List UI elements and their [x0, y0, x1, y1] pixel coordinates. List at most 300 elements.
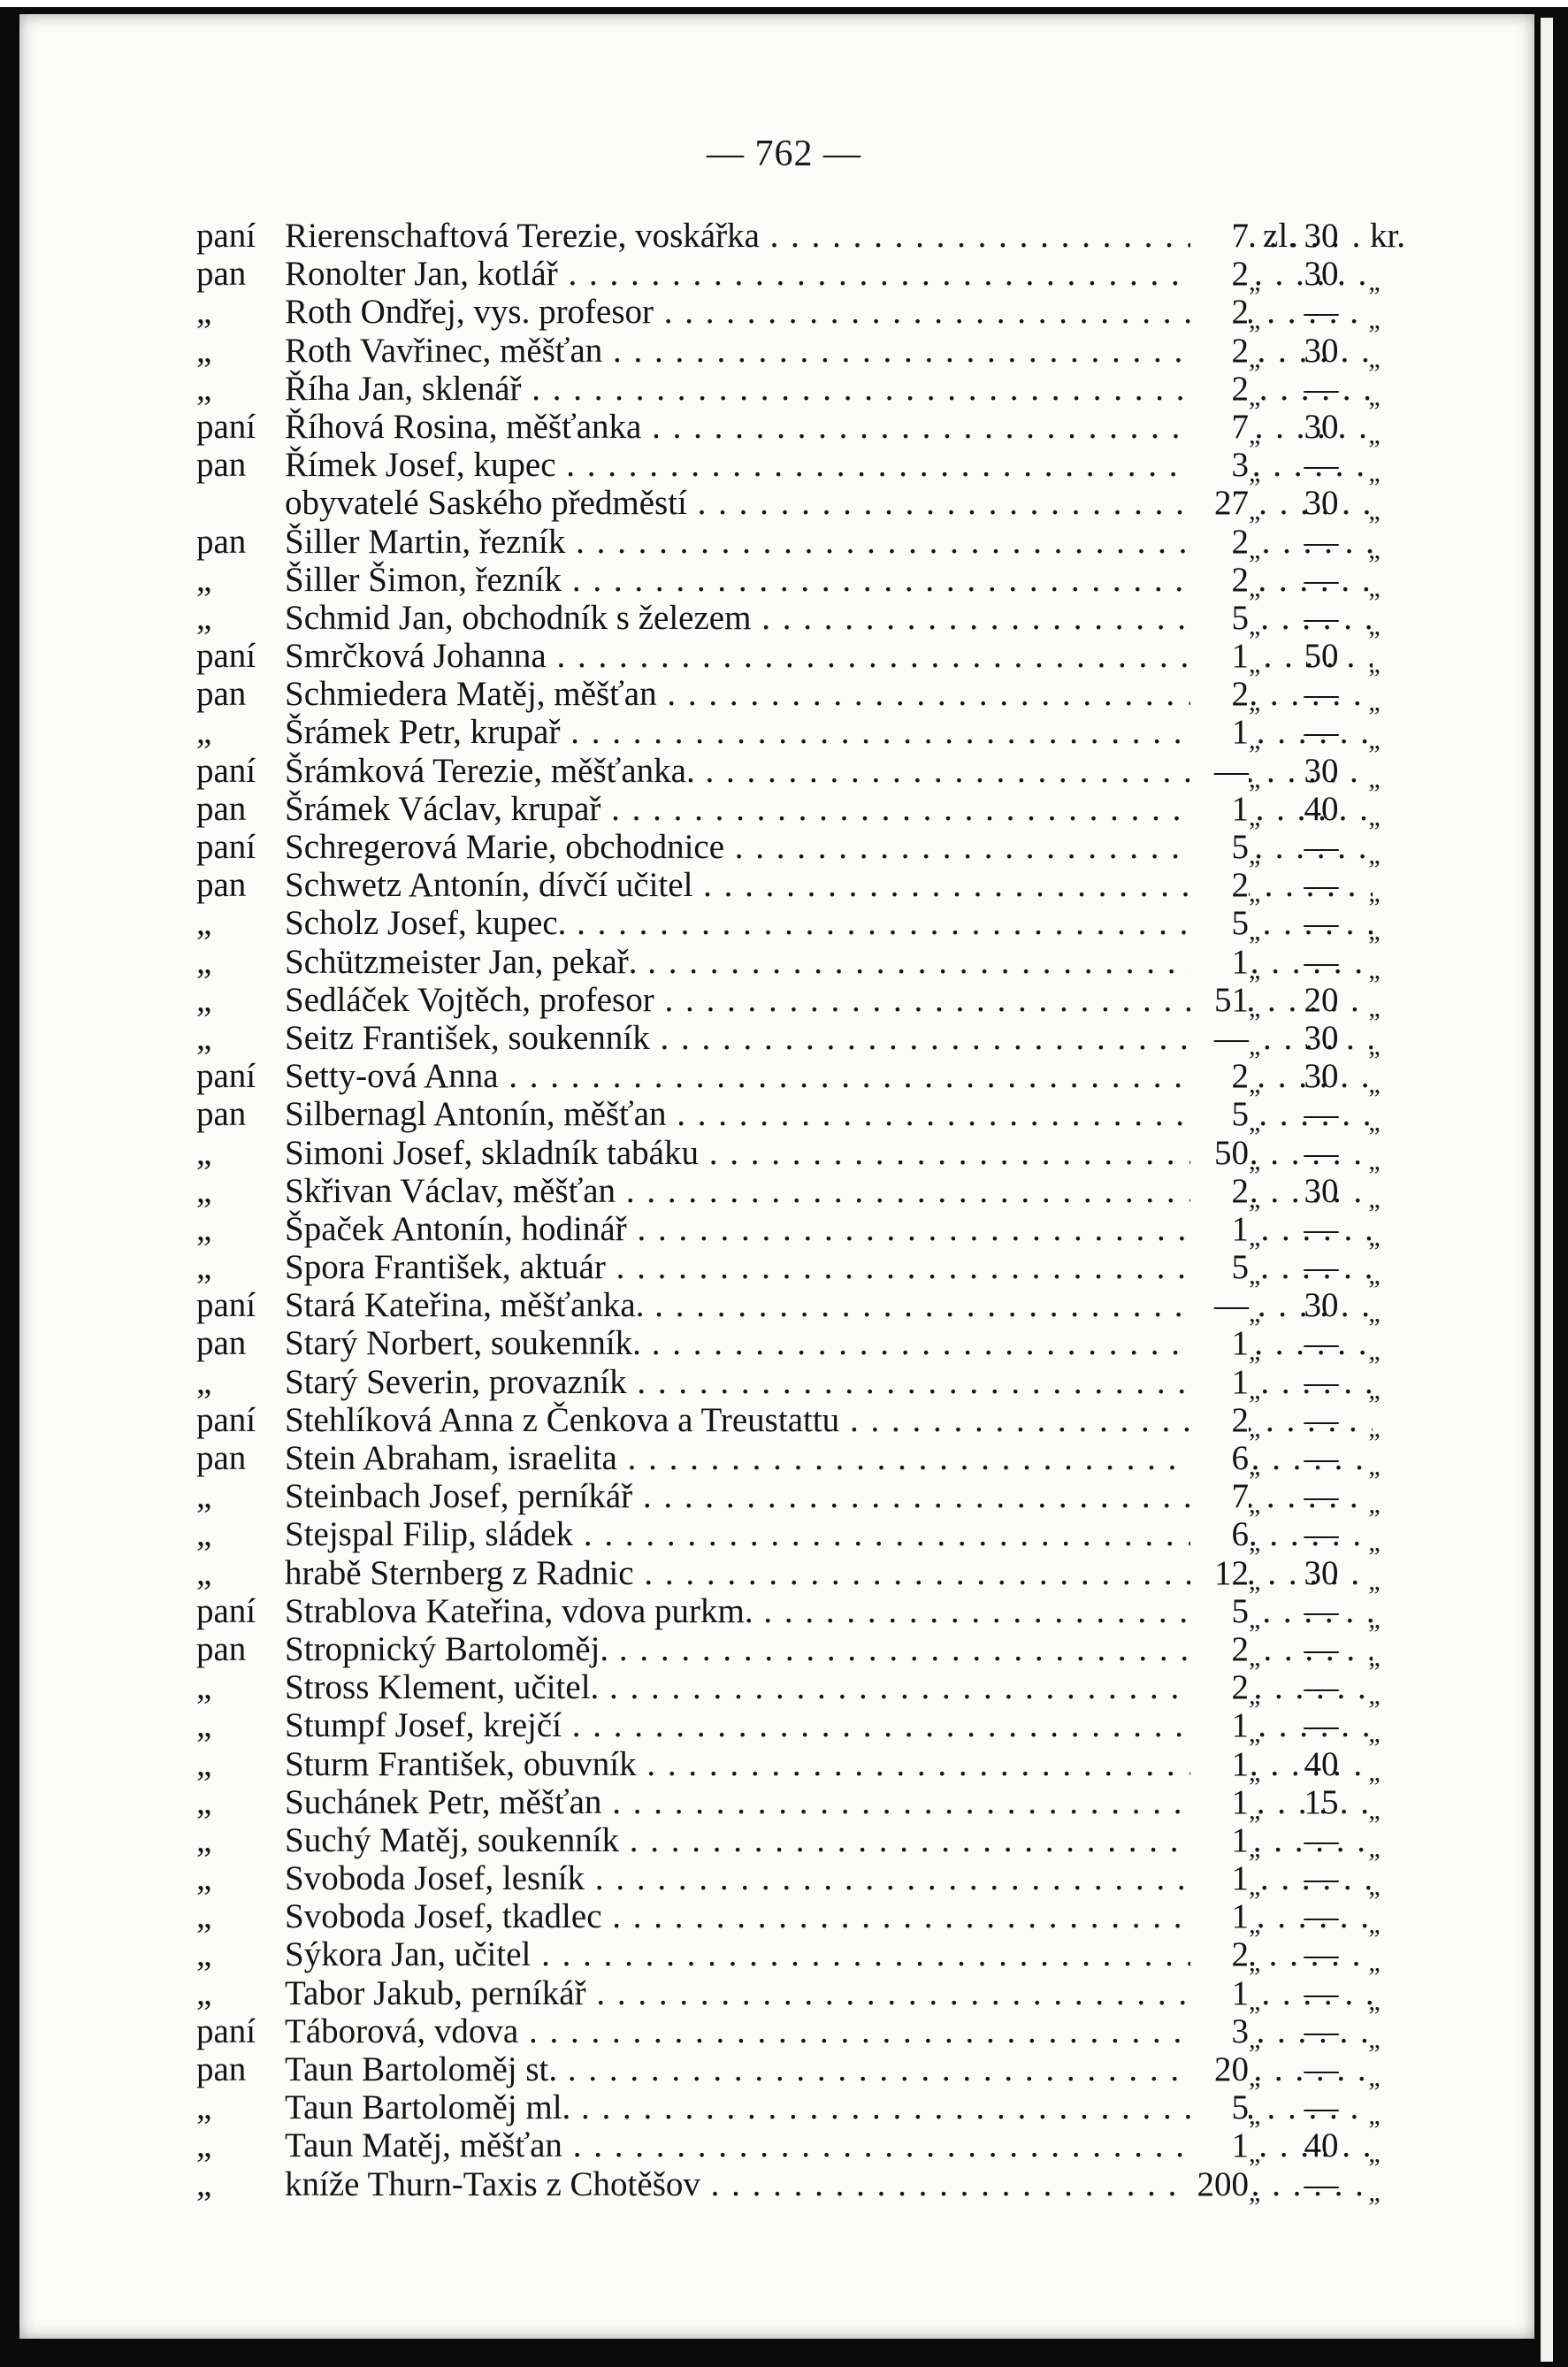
donor-title: „	[196, 1171, 212, 1210]
unit-kr: „	[1368, 305, 1381, 335]
unit-kr: „	[1368, 1260, 1381, 1291]
amount-zl: 3	[1190, 446, 1249, 484]
donor-name: obyvatelé Saského předměstí . . .	[285, 484, 1373, 522]
donor-name: Taun Bartoloměj ml. . . .	[285, 2088, 1373, 2126]
unit-kr: „	[1368, 1375, 1381, 1405]
list-item	[196, 560, 1408, 602]
amount-zl: 2	[1190, 1935, 1249, 1973]
amount-kr: —	[1304, 1324, 1339, 1363]
donor-name: Šrámek Petr, krupař . . .	[285, 713, 1373, 751]
unit-zl: „	[1249, 916, 1261, 946]
donor-name: Schmiedera Matěj, měšťan . . .	[285, 675, 1373, 713]
unit-zl: „	[1249, 992, 1261, 1023]
amount-zl: 1	[1190, 713, 1249, 751]
unit-zl: zl.	[1263, 217, 1296, 255]
unit-kr: „	[1368, 2139, 1381, 2169]
donor-name: Suchý Matěj, soukenník . . .	[285, 1821, 1373, 1859]
list-item	[196, 1171, 1408, 1214]
unit-zl: „	[1249, 1298, 1261, 1329]
amount-kr: —	[1304, 866, 1339, 905]
unit-zl: „	[1249, 2177, 1261, 2207]
amount-kr: 40	[1304, 789, 1339, 828]
list-item	[196, 1286, 1408, 1329]
unit-kr: „	[1368, 1872, 1381, 1902]
amount-kr: —	[1304, 1935, 1339, 1974]
amount-zl: 2	[1190, 1401, 1249, 1439]
amount-zl: 1	[1190, 1859, 1249, 1897]
unit-zl: „	[1249, 458, 1261, 488]
amount-kr: —	[1304, 1362, 1339, 1401]
unit-kr: „	[1368, 1145, 1381, 1176]
list-item	[196, 446, 1408, 488]
list-item	[196, 1439, 1408, 1481]
donor-name: Schmid Jan, obchodník s železem . . .	[285, 599, 1373, 637]
unit-zl: „	[1249, 1490, 1261, 1520]
donor-title: „	[196, 331, 212, 370]
unit-kr: „	[1368, 1719, 1381, 1749]
amount-zl: 5	[1190, 828, 1249, 866]
donor-title: pan	[196, 866, 247, 905]
amount-kr: 40	[1304, 2126, 1339, 2165]
list-item	[196, 369, 1408, 411]
donor-title: „	[196, 293, 212, 332]
list-item	[196, 331, 1408, 373]
donor-title: paní	[196, 1591, 256, 1630]
unit-kr: „	[1368, 1452, 1381, 1481]
amount-kr: 40	[1304, 1744, 1339, 1783]
donor-name: Stumpf Josef, krejčí . . .	[285, 1706, 1373, 1744]
unit-zl: „	[1249, 1910, 1261, 1940]
amount-kr: —	[1304, 446, 1339, 485]
unit-kr: „	[1368, 1222, 1381, 1252]
unit-zl: „	[1249, 267, 1261, 297]
donor-title: pan	[196, 789, 247, 828]
list-item	[196, 1859, 1408, 1902]
donor-title: paní	[196, 828, 256, 866]
amount-kr: —	[1304, 1706, 1339, 1745]
unit-zl: „	[1249, 878, 1261, 908]
donor-name: kníže Thurn-Taxis z Chotěšov . . .	[285, 2165, 1373, 2203]
list-item	[196, 1973, 1408, 2016]
donor-title: „	[196, 980, 212, 1019]
amount-kr: —	[1304, 942, 1339, 981]
amount-kr: —	[1304, 598, 1339, 637]
donor-title: „	[196, 1744, 212, 1783]
list-item	[196, 942, 1408, 984]
list-item	[196, 2126, 1408, 2169]
amount-zl: 7	[1190, 408, 1249, 446]
amount-kr: —	[1304, 1973, 1339, 2012]
amount-kr: 20	[1304, 980, 1339, 1019]
unit-zl: „	[1249, 1145, 1261, 1176]
donor-title: „	[196, 1515, 212, 1554]
donor-title: „	[196, 1706, 212, 1745]
donor-name: Špaček Antonín, hodinář . . .	[285, 1210, 1373, 1248]
unit-kr: „	[1368, 2177, 1381, 2207]
amount-zl: 5	[1190, 1095, 1249, 1133]
list-item	[196, 1629, 1408, 1672]
amount-kr: 30	[1304, 1018, 1339, 1057]
donor-title: „	[196, 560, 212, 599]
donor-name: Sedláček Vojtěch, profesor . . .	[285, 981, 1373, 1019]
donor-title: paní	[196, 2011, 256, 2050]
unit-zl: „	[1249, 801, 1261, 831]
unit-kr: „	[1368, 1337, 1381, 1367]
amount-zl: 2	[1190, 523, 1249, 561]
amount-kr: —	[1304, 1859, 1339, 1898]
amount-zl: —	[1190, 1286, 1249, 1324]
list-item	[196, 1324, 1408, 1367]
list-item	[196, 407, 1408, 449]
unit-zl: „	[1249, 1222, 1261, 1252]
amount-zl: 1	[1190, 1821, 1249, 1859]
amount-kr: —	[1304, 1133, 1339, 1172]
donor-title: pan	[196, 1629, 247, 1668]
amount-zl: 5	[1190, 599, 1249, 637]
donor-name: Schwetz Antonín, dívčí učitel . . .	[285, 866, 1373, 904]
amount-kr: —	[1304, 2164, 1339, 2203]
donor-name: Simoni Josef, skladník tabáku . . .	[285, 1134, 1373, 1172]
unit-kr: „	[1368, 267, 1381, 297]
amount-zl: 2	[1190, 370, 1249, 408]
unit-kr: „	[1368, 763, 1381, 793]
unit-kr: „	[1368, 2024, 1381, 2054]
unit-zl: „	[1249, 1260, 1261, 1291]
amount-zl: 3	[1190, 2012, 1249, 2050]
unit-kr: „	[1368, 458, 1381, 488]
amount-kr: 30	[1304, 1171, 1339, 1210]
unit-zl: „	[1249, 1948, 1261, 1978]
list-item	[196, 751, 1408, 793]
list-item	[196, 1095, 1408, 1138]
unit-kr: kr.	[1369, 217, 1406, 255]
amount-zl: 1	[1190, 2126, 1249, 2164]
amount-kr: —	[1304, 904, 1339, 943]
amount-zl: 1	[1190, 637, 1249, 675]
unit-zl: „	[1249, 343, 1261, 373]
list-item	[196, 1477, 1408, 1520]
amount-kr: —	[1304, 293, 1339, 332]
list-item	[196, 1133, 1408, 1176]
unit-kr: „	[1368, 1413, 1381, 1443]
unit-zl: „	[1249, 763, 1261, 793]
unit-kr: „	[1368, 649, 1381, 679]
amount-zl: 50	[1190, 1134, 1249, 1172]
amount-kr: —	[1304, 1248, 1339, 1287]
list-item	[196, 1668, 1408, 1711]
donor-name: Říha Jan, sklenář . . .	[285, 370, 1373, 408]
amount-zl: 6	[1190, 1515, 1249, 1553]
unit-zl: „	[1249, 2139, 1261, 2169]
amount-zl: 1	[1190, 790, 1249, 828]
donor-name: Stein Abraham, israelita . . .	[285, 1439, 1373, 1477]
page-number: — 762 —	[707, 134, 861, 174]
list-item	[196, 1706, 1408, 1749]
list-item	[196, 1553, 1408, 1596]
amount-kr: —	[1304, 369, 1339, 408]
unit-zl: „	[1249, 419, 1261, 449]
unit-kr: „	[1368, 1069, 1381, 1099]
donor-name: Roth Ondřej, vys. profesor . . .	[285, 293, 1373, 331]
unit-kr: „	[1368, 1604, 1381, 1634]
unit-kr: „	[1368, 343, 1381, 373]
donor-title: paní	[196, 407, 256, 446]
donor-title: „	[196, 2088, 212, 2127]
unit-kr: „	[1368, 2101, 1381, 2131]
amount-zl: 2	[1190, 255, 1249, 293]
list-item	[196, 1935, 1408, 1978]
list-item	[196, 2088, 1408, 2131]
unit-zl: „	[1249, 1337, 1261, 1367]
unit-kr: „	[1368, 1757, 1381, 1787]
amount-kr: 30	[1304, 1553, 1339, 1592]
amount-zl: 1	[1190, 1783, 1249, 1821]
unit-kr: „	[1368, 572, 1381, 602]
unit-kr: „	[1368, 1030, 1381, 1061]
amount-zl: 6	[1190, 1439, 1249, 1477]
amount-kr: —	[1304, 2088, 1339, 2127]
amount-kr: 30	[1304, 217, 1339, 255]
amount-kr: —	[1304, 1515, 1339, 1554]
unit-kr: „	[1368, 1566, 1381, 1596]
unit-zl: „	[1249, 305, 1261, 335]
list-item	[196, 1744, 1408, 1787]
unit-zl: „	[1249, 1719, 1261, 1749]
unit-kr: „	[1368, 916, 1381, 946]
list-item	[196, 2011, 1408, 2054]
amount-zl: 1	[1190, 1210, 1249, 1248]
unit-kr: „	[1368, 801, 1381, 831]
unit-zl: „	[1249, 1107, 1261, 1138]
list-item	[196, 598, 1408, 640]
amount-kr: —	[1304, 828, 1339, 866]
donor-name: Schregerová Marie, obchodnice . . .	[285, 828, 1373, 866]
unit-zl: „	[1249, 1642, 1261, 1672]
unit-zl: „	[1249, 1566, 1261, 1596]
list-item	[196, 904, 1408, 946]
amount-zl: 7	[1190, 1477, 1249, 1515]
donor-name: Svoboda Josef, lesník . . .	[285, 1859, 1373, 1897]
donor-name: hrabě Sternberg z Radnic . . .	[285, 1554, 1373, 1592]
donor-name: Scholz Josef, kupec. . . .	[285, 904, 1373, 942]
donor-name: Taun Matěj, měšťan . . .	[285, 2126, 1373, 2164]
amount-kr: —	[1304, 1591, 1339, 1630]
unit-zl: „	[1249, 1452, 1261, 1481]
donor-name: Seitz František, soukenník . . .	[285, 1019, 1373, 1057]
donor-title: „	[196, 1248, 212, 1287]
list-item	[196, 1248, 1408, 1291]
donor-title: „	[196, 1782, 212, 1821]
donor-name: Svoboda Josef, tkadlec . . .	[285, 1897, 1373, 1935]
amount-kr: —	[1304, 713, 1339, 752]
unit-zl: „	[1249, 1030, 1261, 1061]
unit-zl: „	[1249, 1413, 1261, 1443]
donor-name: Setty-ová Anna . . .	[285, 1057, 1373, 1095]
unit-zl: „	[1249, 1986, 1261, 2016]
amount-zl: 200	[1190, 2165, 1249, 2203]
list-item	[196, 1057, 1408, 1099]
donor-title: pan	[196, 1095, 247, 1134]
unit-kr: „	[1368, 1528, 1381, 1558]
unit-zl: „	[1249, 381, 1261, 411]
amount-kr: 30	[1304, 1057, 1339, 1096]
donor-name: Říhová Rosina, měšťanka . . .	[285, 408, 1373, 446]
list-item	[196, 522, 1408, 564]
donor-title: „	[196, 1668, 212, 1707]
amount-zl: 2	[1190, 866, 1249, 904]
donor-name: Šiller Martin, řezník . . .	[285, 523, 1373, 561]
donor-name: Taun Bartoloměj st. . . .	[285, 2050, 1373, 2088]
amount-zl: 2	[1190, 561, 1249, 599]
amount-zl: 51	[1190, 981, 1249, 1019]
donor-title: „	[196, 1477, 212, 1516]
donor-title: paní	[196, 751, 256, 790]
unit-kr: „	[1368, 1184, 1381, 1214]
unit-kr: „	[1368, 496, 1381, 526]
unit-kr: „	[1368, 1795, 1381, 1825]
amount-kr: —	[1304, 1400, 1339, 1439]
amount-zl: —	[1190, 1019, 1249, 1057]
donor-title: pan	[196, 522, 247, 561]
list-item	[196, 1782, 1408, 1825]
donor-title: „	[196, 2164, 212, 2203]
amount-kr: —	[1304, 1629, 1339, 1668]
list-item	[196, 293, 1408, 335]
list-item	[196, 1209, 1408, 1252]
donor-title: „	[196, 942, 212, 981]
donor-name: Stross Klement, učitel. . . .	[285, 1668, 1373, 1706]
amount-zl: 2	[1190, 332, 1249, 370]
donor-title: „	[196, 1935, 212, 1974]
donor-title: „	[196, 904, 212, 943]
list-item	[196, 1018, 1408, 1061]
unit-zl: „	[1249, 1795, 1261, 1825]
donor-name: Stejspal Filip, sládek . . .	[285, 1515, 1373, 1553]
amount-kr: 30	[1304, 255, 1339, 294]
amount-zl: 1	[1190, 943, 1249, 981]
list-item	[196, 1897, 1408, 1940]
donor-name: Skřivan Václav, měšťan . . .	[285, 1172, 1373, 1210]
donor-title: pan	[196, 446, 247, 485]
amount-zl: 1	[1190, 1706, 1249, 1744]
amount-kr: —	[1304, 2011, 1339, 2050]
amount-kr: —	[1304, 2050, 1339, 2088]
amount-zl: —	[1190, 752, 1249, 790]
unit-zl: „	[1249, 610, 1261, 640]
unit-zl: „	[1249, 1604, 1261, 1634]
donor-title: „	[196, 598, 212, 637]
unit-kr: „	[1368, 840, 1381, 869]
unit-kr: „	[1368, 1948, 1381, 1978]
amount-kr: 30	[1304, 484, 1339, 523]
donor-name: Stará Kateřina, měšťanka. . . .	[285, 1286, 1373, 1324]
amount-zl: 2	[1190, 1668, 1249, 1706]
donor-title: paní	[196, 1400, 256, 1439]
donor-name: Šiller Šimon, řezník . . .	[285, 561, 1373, 599]
amount-kr: 30	[1304, 1286, 1339, 1325]
amount-kr: —	[1304, 1095, 1339, 1134]
amount-zl: 2	[1190, 675, 1249, 713]
donor-title: pan	[196, 2050, 247, 2088]
amount-kr: 30	[1304, 331, 1339, 370]
unit-zl: „	[1249, 572, 1261, 602]
unit-kr: „	[1368, 1298, 1381, 1329]
donor-name: Strablova Kateřina, vdova purkm. . . .	[285, 1592, 1373, 1630]
list-item	[196, 1591, 1408, 1634]
donor-name: Táborová, vdova . . .	[285, 2012, 1373, 2050]
donor-name: Římek Josef, kupec . . .	[285, 446, 1373, 484]
list-item	[196, 2050, 1408, 2092]
unit-kr: „	[1368, 725, 1381, 755]
amount-kr: —	[1304, 675, 1339, 714]
amount-kr: 15	[1304, 1782, 1339, 1821]
donor-title: pan	[196, 1324, 247, 1363]
donor-title: paní	[196, 217, 256, 255]
donor-title: „	[196, 1897, 212, 1936]
unit-zl: „	[1249, 2024, 1261, 2054]
donor-name: Rierenschaftová Terezie, voskářka . . .	[285, 217, 1373, 255]
donor-title: „	[196, 1018, 212, 1057]
unit-kr: „	[1368, 1986, 1381, 2016]
donor-name: Sýkora Jan, učitel . . .	[285, 1935, 1373, 1973]
amount-zl: 5	[1190, 1248, 1249, 1286]
donor-name: Suchánek Petr, měšťan . . .	[285, 1783, 1373, 1821]
unit-zl: „	[1249, 1757, 1261, 1787]
unit-kr: „	[1368, 1642, 1381, 1672]
unit-kr: „	[1368, 1681, 1381, 1711]
amount-zl: 1	[1190, 1974, 1249, 2012]
amount-zl: 12	[1190, 1554, 1249, 1592]
unit-zl: „	[1249, 649, 1261, 679]
unit-kr: „	[1368, 687, 1381, 717]
donor-title: pan	[196, 255, 247, 294]
unit-zl: „	[1249, 2063, 1261, 2092]
donor-name: Schützmeister Jan, pekař. . . .	[285, 943, 1373, 981]
donor-name: Steinbach Josef, perníkář . . .	[285, 1477, 1373, 1515]
amount-zl: 1	[1190, 1324, 1249, 1362]
unit-zl: „	[1249, 1375, 1261, 1405]
donor-title: „	[196, 1133, 212, 1172]
amount-zl: 2	[1190, 1172, 1249, 1210]
amount-zl: 7	[1190, 217, 1249, 255]
donor-title: „	[196, 2126, 212, 2165]
unit-kr: „	[1368, 610, 1381, 640]
list-item	[196, 1362, 1408, 1405]
unit-zl: „	[1249, 840, 1261, 869]
unit-kr: „	[1368, 419, 1381, 449]
amount-kr: —	[1304, 1668, 1339, 1707]
unit-zl: „	[1249, 1184, 1261, 1214]
amount-kr: —	[1304, 1209, 1339, 1248]
donor-name: Smrčková Johanna . . .	[285, 637, 1373, 675]
donor-name: Roth Vavřinec, měšťan . . .	[285, 332, 1373, 370]
amount-zl: 27	[1190, 484, 1249, 522]
amount-zl: 20	[1190, 2050, 1249, 2088]
amount-zl: 5	[1190, 1592, 1249, 1630]
list-item	[196, 217, 1408, 255]
amount-kr: —	[1304, 522, 1339, 561]
amount-zl: 1	[1190, 1745, 1249, 1783]
donor-name: Ronolter Jan, kotlář . . .	[285, 255, 1373, 293]
unit-zl: „	[1249, 1872, 1261, 1902]
amount-zl: 2	[1190, 293, 1249, 331]
amount-kr: —	[1304, 1477, 1339, 1516]
unit-zl: „	[1249, 725, 1261, 755]
list-item	[196, 675, 1408, 717]
list-item	[196, 828, 1408, 869]
unit-zl: „	[1249, 1833, 1261, 1863]
donor-title: „	[196, 369, 212, 408]
